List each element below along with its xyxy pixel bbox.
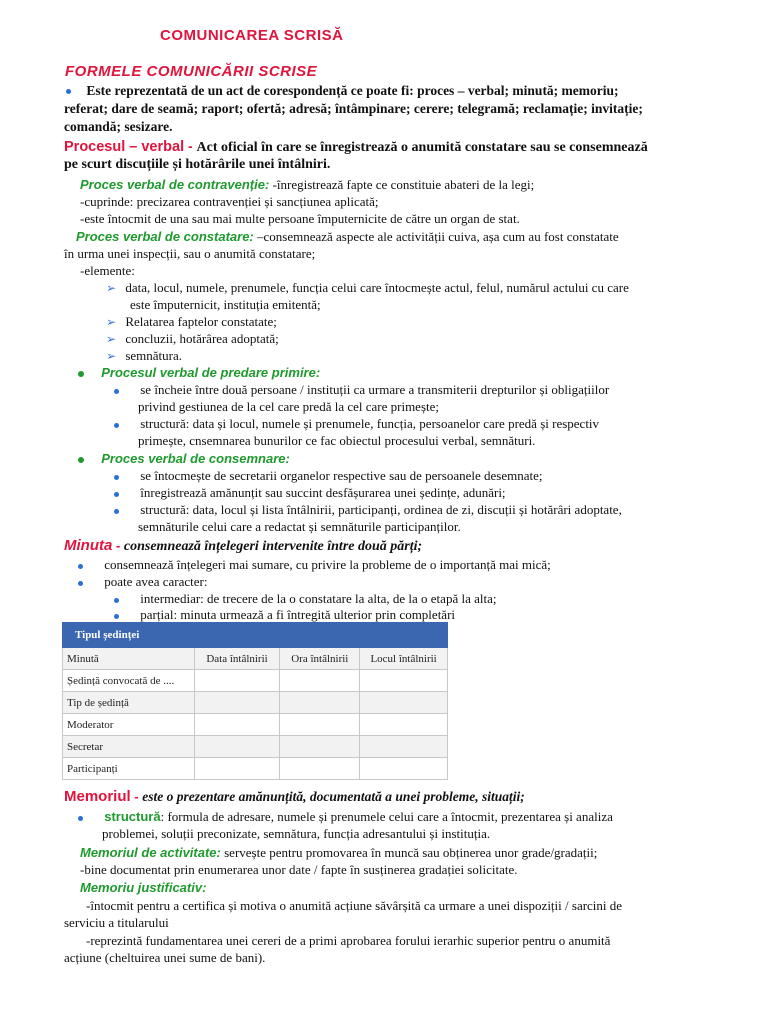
list-item: înregistrează amănunțit sau succint desfășurarea unei ședințe, adunări; xyxy=(114,485,506,501)
list-item: structură: data și locul, numele și prenumele, funcția, persoanelor care predă și respectiv xyxy=(114,416,599,432)
table-title: Tipul ședinței xyxy=(63,623,448,648)
table-cell: Data întâlnirii xyxy=(194,648,280,670)
table-cell: Tip de ședință xyxy=(63,692,195,714)
table-cell xyxy=(360,692,448,714)
intro-line-1: Este reprezentată de un act de corespondență ce poate fi: proces – verbal; minută; memoriu; xyxy=(66,83,619,99)
minuta-table xyxy=(62,622,448,780)
list-item: ➢ Relatarea faptelor constatate; xyxy=(106,314,277,329)
table-cell xyxy=(360,714,448,736)
table-cell xyxy=(280,692,360,714)
pv-constatare-line-1: Proces verbal de constatare: –consemnează aspecte ale activității cuiva, așa cum au fost constatate xyxy=(76,229,619,244)
table-row xyxy=(63,714,448,736)
arrow-bullet-icon: ➢ xyxy=(106,349,117,363)
list-item: ➢ semnătura. xyxy=(106,348,182,363)
memoriu-structura-line-1: structură: formula de adresare, numele și prenumele celui care a întocmit, prezentarea și analiza xyxy=(78,809,613,825)
list-item-continuation: primește, cnsemnarea bunurilor ce fac obiectul procesului verbal, semnături. xyxy=(138,433,536,448)
dot-bullet-icon xyxy=(114,423,119,428)
table-cell: Participanți xyxy=(63,758,195,780)
arrow-bullet-icon: ➢ xyxy=(106,281,117,295)
table-cell: Minută xyxy=(63,648,195,670)
table-cell xyxy=(194,758,280,780)
list-item: ➢ concluzii, hotărârea adoptată; xyxy=(106,331,279,346)
memoriu-justificativ-label: Memoriu justificativ: xyxy=(80,880,207,895)
table-cell: Ședință convocată de .... xyxy=(63,670,195,692)
dot-bullet-icon xyxy=(114,475,119,480)
memoriu-activitate-label: Memoriul de activitate: xyxy=(80,845,221,860)
pv-constatare-label: Proces verbal de constatare: xyxy=(76,229,254,244)
table-row xyxy=(63,736,448,758)
memoriu-activitate-line-2: -bine documentat prin enumerarea unor date / fapte în susținerea gradației solicitate. xyxy=(80,862,518,877)
dot-bullet-icon xyxy=(114,509,119,514)
pv-contraventie-line-3: -este întocmit de una sau mai multe persoane împuternicite de către un organ de stat. xyxy=(80,211,520,226)
list-item: poate avea caracter: xyxy=(78,574,207,590)
table-header-row xyxy=(63,623,448,648)
pv-heading: Procesul – verbal xyxy=(64,139,185,155)
memoriu-justificativ-line-4: acțiune (cheltuirea unei sume de bani). xyxy=(64,950,266,965)
minuta-definition: Minuta - consemnează înțelegeri intervenite între două părți; xyxy=(64,537,423,554)
intro-line-2: referat; dare de seamă; raport; ofertă; adresă; întâmpinare; cerere; telegramă; reclamație; invitație; xyxy=(64,101,643,116)
table-row xyxy=(63,758,448,780)
dot-bullet-icon xyxy=(114,614,119,619)
dot-bullet-icon xyxy=(114,598,119,603)
memoriu-justificativ-line-3: -reprezintă fundamentarea unei cereri de a primi aprobarea forului ierarhic superior pentru o anumită xyxy=(86,933,611,948)
dot-bullet-icon xyxy=(78,816,83,821)
pv-contraventie-label: Proces verbal de contravenție: xyxy=(80,177,270,192)
dot-bullet-icon xyxy=(114,389,119,394)
minuta-heading: Minuta xyxy=(64,537,113,554)
memoriu-structura-line-2: problemei, soluții preconizate, semnătura, funcția adresantului și instituția. xyxy=(102,826,491,841)
table-row xyxy=(63,670,448,692)
dot-bullet-icon xyxy=(78,564,83,569)
table-cell xyxy=(280,758,360,780)
list-item: consemnează înțelegeri mai sumare, cu privire la probleme de o importanță mai mică; xyxy=(78,557,551,573)
dot-bullet-icon xyxy=(66,89,71,94)
table-cell xyxy=(360,758,448,780)
dot-bullet-icon xyxy=(114,492,119,497)
pv-contraventie-line-2: -cuprinde: precizarea contravenției și sancțiunea aplicată; xyxy=(80,194,379,209)
list-item: parțial: minuta urmează a fi întregită ulterior prin completări xyxy=(114,607,455,623)
pv-constatare-line-3: -elemente: xyxy=(80,263,135,278)
pv-contraventie-line-1: Proces verbal de contravenție: -înregistrează fapte ce constituie abateri de la legi; xyxy=(80,177,535,192)
arrow-bullet-icon: ➢ xyxy=(106,315,117,329)
pv-definition-line-1: Procesul – verbal - Act oficial în care se înregistrează o anumită constatare sau se consemnează xyxy=(64,138,648,155)
table-cell: Moderator xyxy=(63,714,195,736)
pv-predare-heading: Procesul verbal de predare primire: xyxy=(78,365,320,381)
table-cell xyxy=(280,714,360,736)
table-cell xyxy=(280,670,360,692)
table-cell xyxy=(360,736,448,758)
memoriu-definition: Memoriul - este o prezentare amănunțită, documentată a unei probleme, situații; xyxy=(64,788,525,805)
pv-constatare-line-2: în urma unei inspecții, sau o anumită constatare; xyxy=(64,246,316,261)
list-item-continuation: este împuternicit, instituția emitentă; xyxy=(130,297,321,312)
intro-line-3: comandă; sesizare. xyxy=(64,119,173,134)
table-cell xyxy=(194,670,280,692)
table-row xyxy=(63,692,448,714)
list-item: se încheie între două persoane / instituții ca urmare a transmiterii drepturilor și obligațiilor xyxy=(114,382,609,398)
list-item: structură: data, locul și lista întâlnirii, participanți, ordinea de zi, discuții și hotărâri adoptate, xyxy=(114,502,622,518)
table-cell xyxy=(194,736,280,758)
table-cell: Secretar xyxy=(63,736,195,758)
document-title: COMUNICAREA SCRISĂ xyxy=(160,27,344,44)
list-item: se întocmește de secretarii organelor respective sau de persoanele desemnate; xyxy=(114,468,542,484)
dot-bullet-icon xyxy=(78,371,84,377)
memoriu-justificativ-line-1: -întocmit pentru a certifica și motiva o anumită acțiune săvârșită ca urmare a unei dispoziții / sarcini de xyxy=(86,898,623,913)
arrow-bullet-icon: ➢ xyxy=(106,332,117,346)
memoriu-activitate-line-1: Memoriul de activitate: servește pentru promovarea în muncă sau obținerea unor grade/gradații; xyxy=(80,845,598,860)
forms-heading: FORMELE COMUNICĂRII SCRISE xyxy=(65,63,318,80)
table-cell: Locul întâlnirii xyxy=(360,648,448,670)
table-cell: Ora întâlnirii xyxy=(280,648,360,670)
memoriu-justificativ-line-2: serviciu a titularului xyxy=(64,915,169,930)
pv-definition-line-2: pe scurt discuțiile și hotărârile unei întâlniri. xyxy=(64,157,331,172)
memoriu-heading: Memoriul xyxy=(64,788,131,805)
list-item: intermediar: de trecere de la o constatare la alta, de la o etapă la alta; xyxy=(114,591,496,607)
list-item: ➢ data, locul, numele, prenumele, funcția celui care întocmește actul, felul, numărul actului cu care xyxy=(106,280,629,295)
table-cell xyxy=(194,714,280,736)
dot-bullet-icon xyxy=(78,457,84,463)
table-cell xyxy=(360,670,448,692)
table-row xyxy=(63,648,448,670)
table-cell xyxy=(280,736,360,758)
dot-bullet-icon xyxy=(78,581,83,586)
list-item-continuation: privind gestiunea de la cel care predă la cel care primește; xyxy=(138,399,440,414)
table-cell xyxy=(194,692,280,714)
list-item-continuation: semnăturile celui care a redactat și semnăturile participanților. xyxy=(138,519,461,534)
pv-consemnare-heading: Proces verbal de consemnare: xyxy=(78,451,290,467)
